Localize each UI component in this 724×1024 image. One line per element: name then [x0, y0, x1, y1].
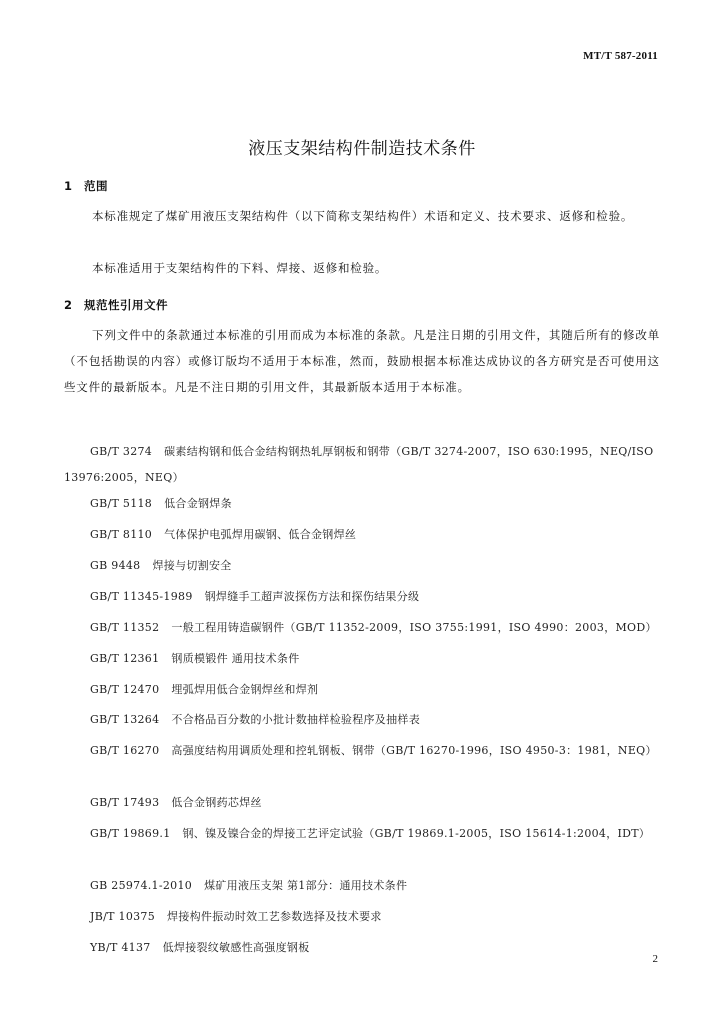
reference-item: [64, 935, 662, 961]
section-title: 规范性引用文件: [84, 298, 168, 312]
normative-intro-paragraph: 下列文件中的条款通过本标准的引用而成为本标准的条款。凡是注日期的引用文件，其随后所有的修改单（不包括勘误的内容）或修订版均不适用于本标准，然而，鼓励根据本标准达成协议的各方研究是否可使用这些文件的最新版本。凡是不注日期的引用文件，其最新版本适用于本标准。: [64, 328, 660, 394]
reference-code: YB/T 4137: [90, 941, 151, 954]
reference-item: [64, 821, 662, 847]
reference-title: 钢质模锻件 通用技术条件: [171, 652, 300, 665]
scope-paragraph-2: 本标准适用于支架结构件的下料、焊接、返修和检验。: [92, 261, 388, 275]
reference-code: JB/T 10375: [90, 910, 156, 923]
reference-item: [64, 707, 662, 733]
reference-code: GB/T 8110: [90, 528, 153, 541]
reference-title: 低合金钢焊条: [164, 497, 232, 510]
reference-code: GB/T 11345-1989: [90, 590, 193, 603]
reference-code: GB/T 3274: [90, 445, 153, 458]
reference-code: GB 25974.1-2010: [90, 879, 193, 892]
section-number: 1: [64, 179, 73, 193]
reference-code: GB/T 17493: [90, 796, 160, 809]
reference-item: [64, 553, 662, 579]
reference-item: [64, 873, 662, 899]
reference-code: GB 9448: [90, 559, 141, 572]
reference-item: [64, 790, 662, 816]
reference-code: GB/T 13264: [90, 713, 160, 726]
standard-code: MT/T 587-2011: [583, 50, 658, 62]
reference-title: 钢、镍及镍合金的焊接工艺评定试验（GB/T 19869.1-2005，ISO 15614-1:2004，IDT）: [182, 827, 651, 840]
reference-item: [64, 491, 662, 517]
scope-paragraph-1: 本标准规定了煤矿用液压支架结构件（以下简称支架结构件）术语和定义、技术要求、返修和检验。: [92, 209, 634, 223]
reference-title: 埋弧焊用低合金钢焊丝和焊剂: [171, 683, 319, 696]
reference-title: 焊接与切割安全: [152, 559, 232, 572]
reference-code: GB/T 5118: [90, 497, 153, 510]
document-title: 液压支架结构件制造技术条件: [248, 139, 476, 159]
reference-item: [64, 904, 662, 930]
reference-title: 气体保护电弧焊用碳钢、低合金钢焊丝: [164, 528, 357, 541]
reference-item: [64, 615, 662, 641]
section-number: 2: [64, 298, 73, 312]
reference-code: GB/T 11352: [90, 621, 160, 634]
reference-title: 碳素结构钢和低合金结构钢热轧厚钢板和钢带（GB/T 3274-2007，ISO 630:1995，NEQ/ISO 13976:2005，NEQ）: [64, 445, 654, 484]
reference-item: [64, 738, 662, 764]
reference-item: [64, 677, 662, 703]
reference-title: 不合格品百分数的小批计数抽样检验程序及抽样表: [171, 713, 421, 726]
page-number: 2: [652, 953, 658, 965]
section-title: 范围: [84, 179, 108, 193]
reference-item: [64, 439, 662, 491]
reference-code: GB/T 12361: [90, 652, 160, 665]
reference-title: 高强度结构用调质处理和控轧钢板、钢带（GB/T 16270-1996，ISO 4950-3：1981，NEQ）: [171, 744, 657, 757]
reference-item: [64, 646, 662, 672]
reference-code: GB/T 12470: [90, 683, 160, 696]
section-heading-scope: [64, 178, 108, 194]
reference-title: 一般工程用铸造碳钢件（GB/T 11352-2009，ISO 3755:1991，ISO 4990：2003，MOD）: [171, 621, 657, 634]
reference-code: GB/T 16270: [90, 744, 160, 757]
reference-title: 低焊接裂纹敏感性高强度钢板: [162, 941, 310, 954]
reference-title: 钢焊缝手工超声波探伤方法和探伤结果分级: [204, 590, 420, 603]
reference-item: [64, 522, 662, 548]
reference-title: 煤矿用液压支架 第1部分：通用技术条件: [204, 879, 408, 892]
reference-title: 低合金钢药芯焊丝: [171, 796, 262, 809]
reference-code: GB/T 19869.1: [90, 827, 171, 840]
reference-item: [64, 584, 662, 610]
reference-title: 焊接构件振动时效工艺参数选择及技术要求: [167, 910, 382, 923]
section-heading-normative-references: [64, 297, 168, 313]
